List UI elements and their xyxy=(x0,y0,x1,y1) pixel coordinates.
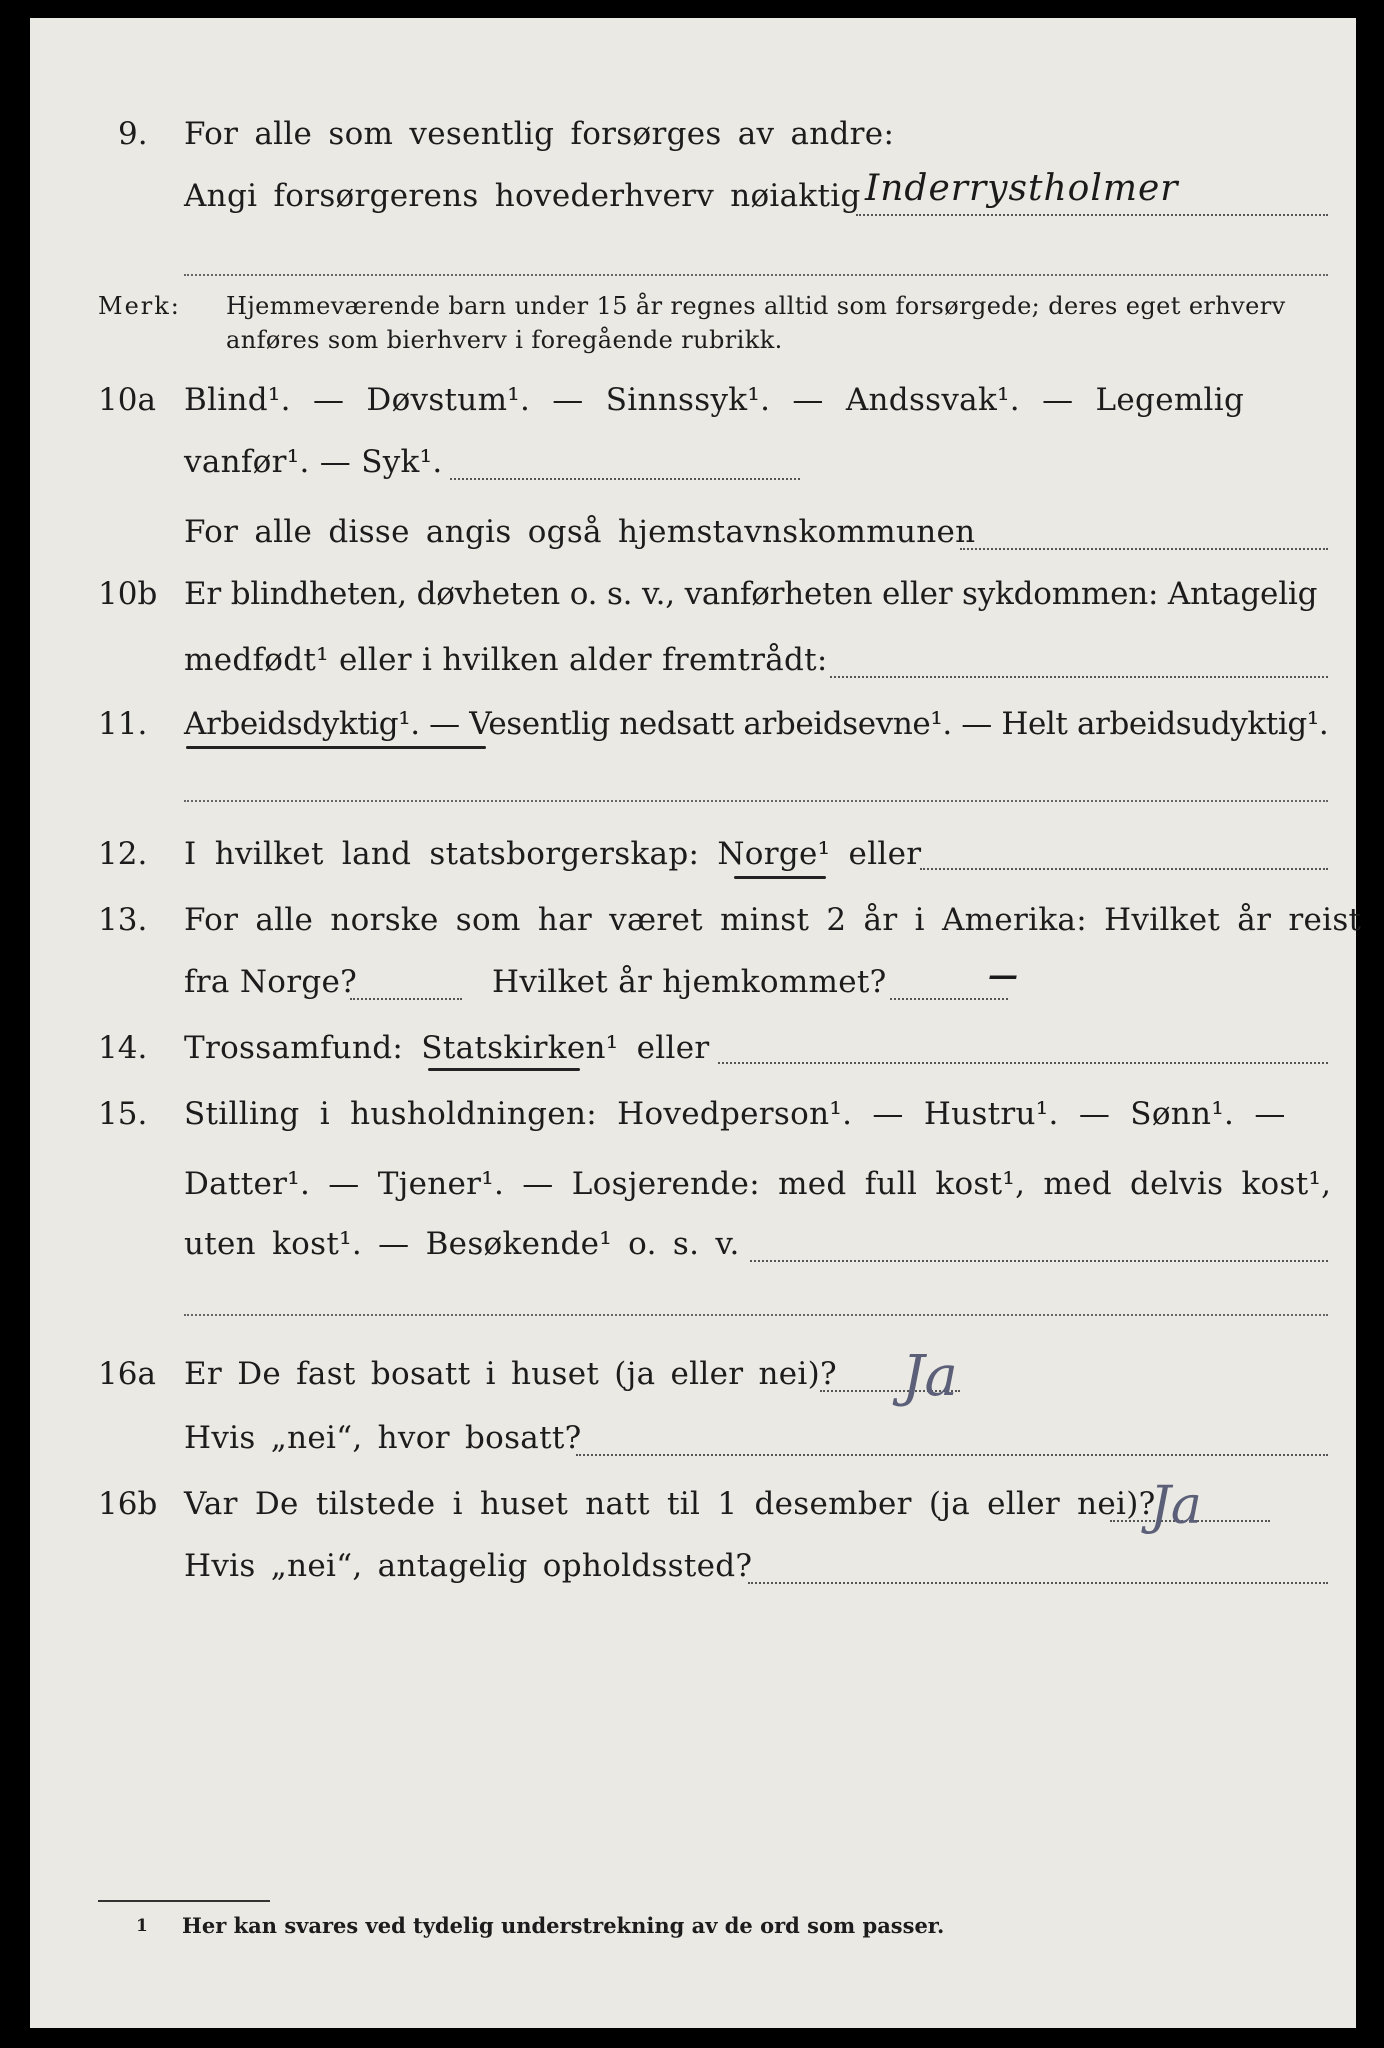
note-line1: Hjemmeværende barn under 15 år regnes alltid som forsørgede; deres eget erhverv xyxy=(226,292,1286,320)
q14-answer-line xyxy=(718,1062,1328,1064)
q10b-answer-line xyxy=(830,676,1328,678)
q9-number: 9. xyxy=(118,116,148,152)
footnote-mark: 1 xyxy=(136,1916,148,1936)
q15-answer-line xyxy=(750,1260,1328,1262)
q13-hjemkommet-line xyxy=(890,998,1008,1000)
q12-number: 12. xyxy=(98,836,148,872)
q16b-pencil-answer: Ja xyxy=(1150,1476,1202,1536)
q10a-answer-line xyxy=(450,478,800,480)
q16b-opholdssted-line xyxy=(748,1582,1328,1584)
q10a-line3: For alle disse angis også hjemstavnskommunen xyxy=(184,514,976,550)
q10a-hometown-line xyxy=(960,548,1328,550)
q12-line1: I hvilket land statsborgerskap: Norge¹ eller xyxy=(184,836,922,872)
q10a-line2: vanfør¹. — Syk¹. xyxy=(184,444,443,480)
q9-handwritten-answer: Inderrystholmer xyxy=(865,168,1179,209)
q11-number: 11. xyxy=(98,706,148,742)
note-line2: anføres som bierhverv i foregående rubrikk. xyxy=(226,326,783,354)
q9-line2: Angi forsørgerens hovederhverv nøiaktig xyxy=(184,178,861,214)
footnote-text: Her kan svares ved tydelig understrekning av de ord som passer. xyxy=(182,1913,945,1938)
q10b-line2: medfødt¹ eller i hvilken alder fremtrådt: xyxy=(184,642,828,678)
q11-line1: Arbeidsdyktig¹. — Vesentlig nedsatt arbeidsevne¹. — Helt arbeidsudyktig¹. xyxy=(184,706,1329,742)
q16b-number: 16b xyxy=(98,1486,158,1522)
q14-line1: Trossamfund: Statskirken¹ eller xyxy=(184,1030,710,1066)
note-label: Merk: xyxy=(98,292,181,320)
q12-answer-line xyxy=(920,868,1328,870)
q10a-line1: Blind¹. — Døvstum¹. — Sinnssyk¹. — Andssvak¹. — Legemlig xyxy=(184,382,1245,418)
q11-underline-arbeidsdyktig xyxy=(186,746,486,749)
q16b-line1: Var De tilstede i huset natt til 1 desember (ja eller nei)? xyxy=(184,1486,1156,1522)
q13-number: 13. xyxy=(98,902,148,938)
footnote-rule xyxy=(98,1900,270,1902)
q13-line1: For alle norske som har været minst 2 år i Amerika: Hvilket år reist xyxy=(184,902,1362,938)
q14-number: 14. xyxy=(98,1030,148,1066)
q15-line3: uten kost¹. — Besøkende¹ o. s. v. xyxy=(184,1226,740,1262)
q16a-line1: Er De fast bosatt i huset (ja eller nei)? xyxy=(184,1356,837,1392)
q13-line2b: Hvilket år hjemkommet? xyxy=(492,964,887,1000)
q16b-line2: Hvis „nei“, antagelig opholdssted? xyxy=(184,1548,753,1584)
q10a-number: 10a xyxy=(98,382,156,418)
q9-line1: For alle som vesentlig forsørges av andre: xyxy=(184,116,895,152)
q9-extra-line xyxy=(184,274,1328,276)
q13-handwritten-dash: — xyxy=(988,958,1018,993)
q15-number: 15. xyxy=(98,1096,148,1132)
q10b-number: 10b xyxy=(98,576,158,612)
q15-line1: Stilling i husholdningen: Hovedperson¹. — Hustru¹. — Sønn¹. — xyxy=(184,1096,1286,1132)
q12-underline-norge xyxy=(734,876,826,879)
q9-answer-line xyxy=(856,214,1328,216)
q11-extra-line xyxy=(184,800,1328,802)
q13-reist-line xyxy=(350,998,462,1000)
q16a-bosatt-line xyxy=(576,1454,1328,1456)
q10b-line1: Er blindheten, døvheten o. s. v., vanførheten eller sykdommen: Antagelig xyxy=(184,576,1318,612)
q16a-number: 16a xyxy=(98,1356,156,1392)
q15-extra-line xyxy=(184,1314,1328,1316)
q14-underline-statskirken xyxy=(428,1068,580,1071)
census-form-page xyxy=(30,18,1362,2028)
q15-line2: Datter¹. — Tjener¹. — Losjerende: med full kost¹, med delvis kost¹, xyxy=(184,1166,1332,1202)
q16a-pencil-answer: Ja xyxy=(902,1344,958,1409)
q16a-line2: Hvis „nei“, hvor bosatt? xyxy=(184,1420,582,1456)
q13-line2a: fra Norge? xyxy=(184,964,358,1000)
